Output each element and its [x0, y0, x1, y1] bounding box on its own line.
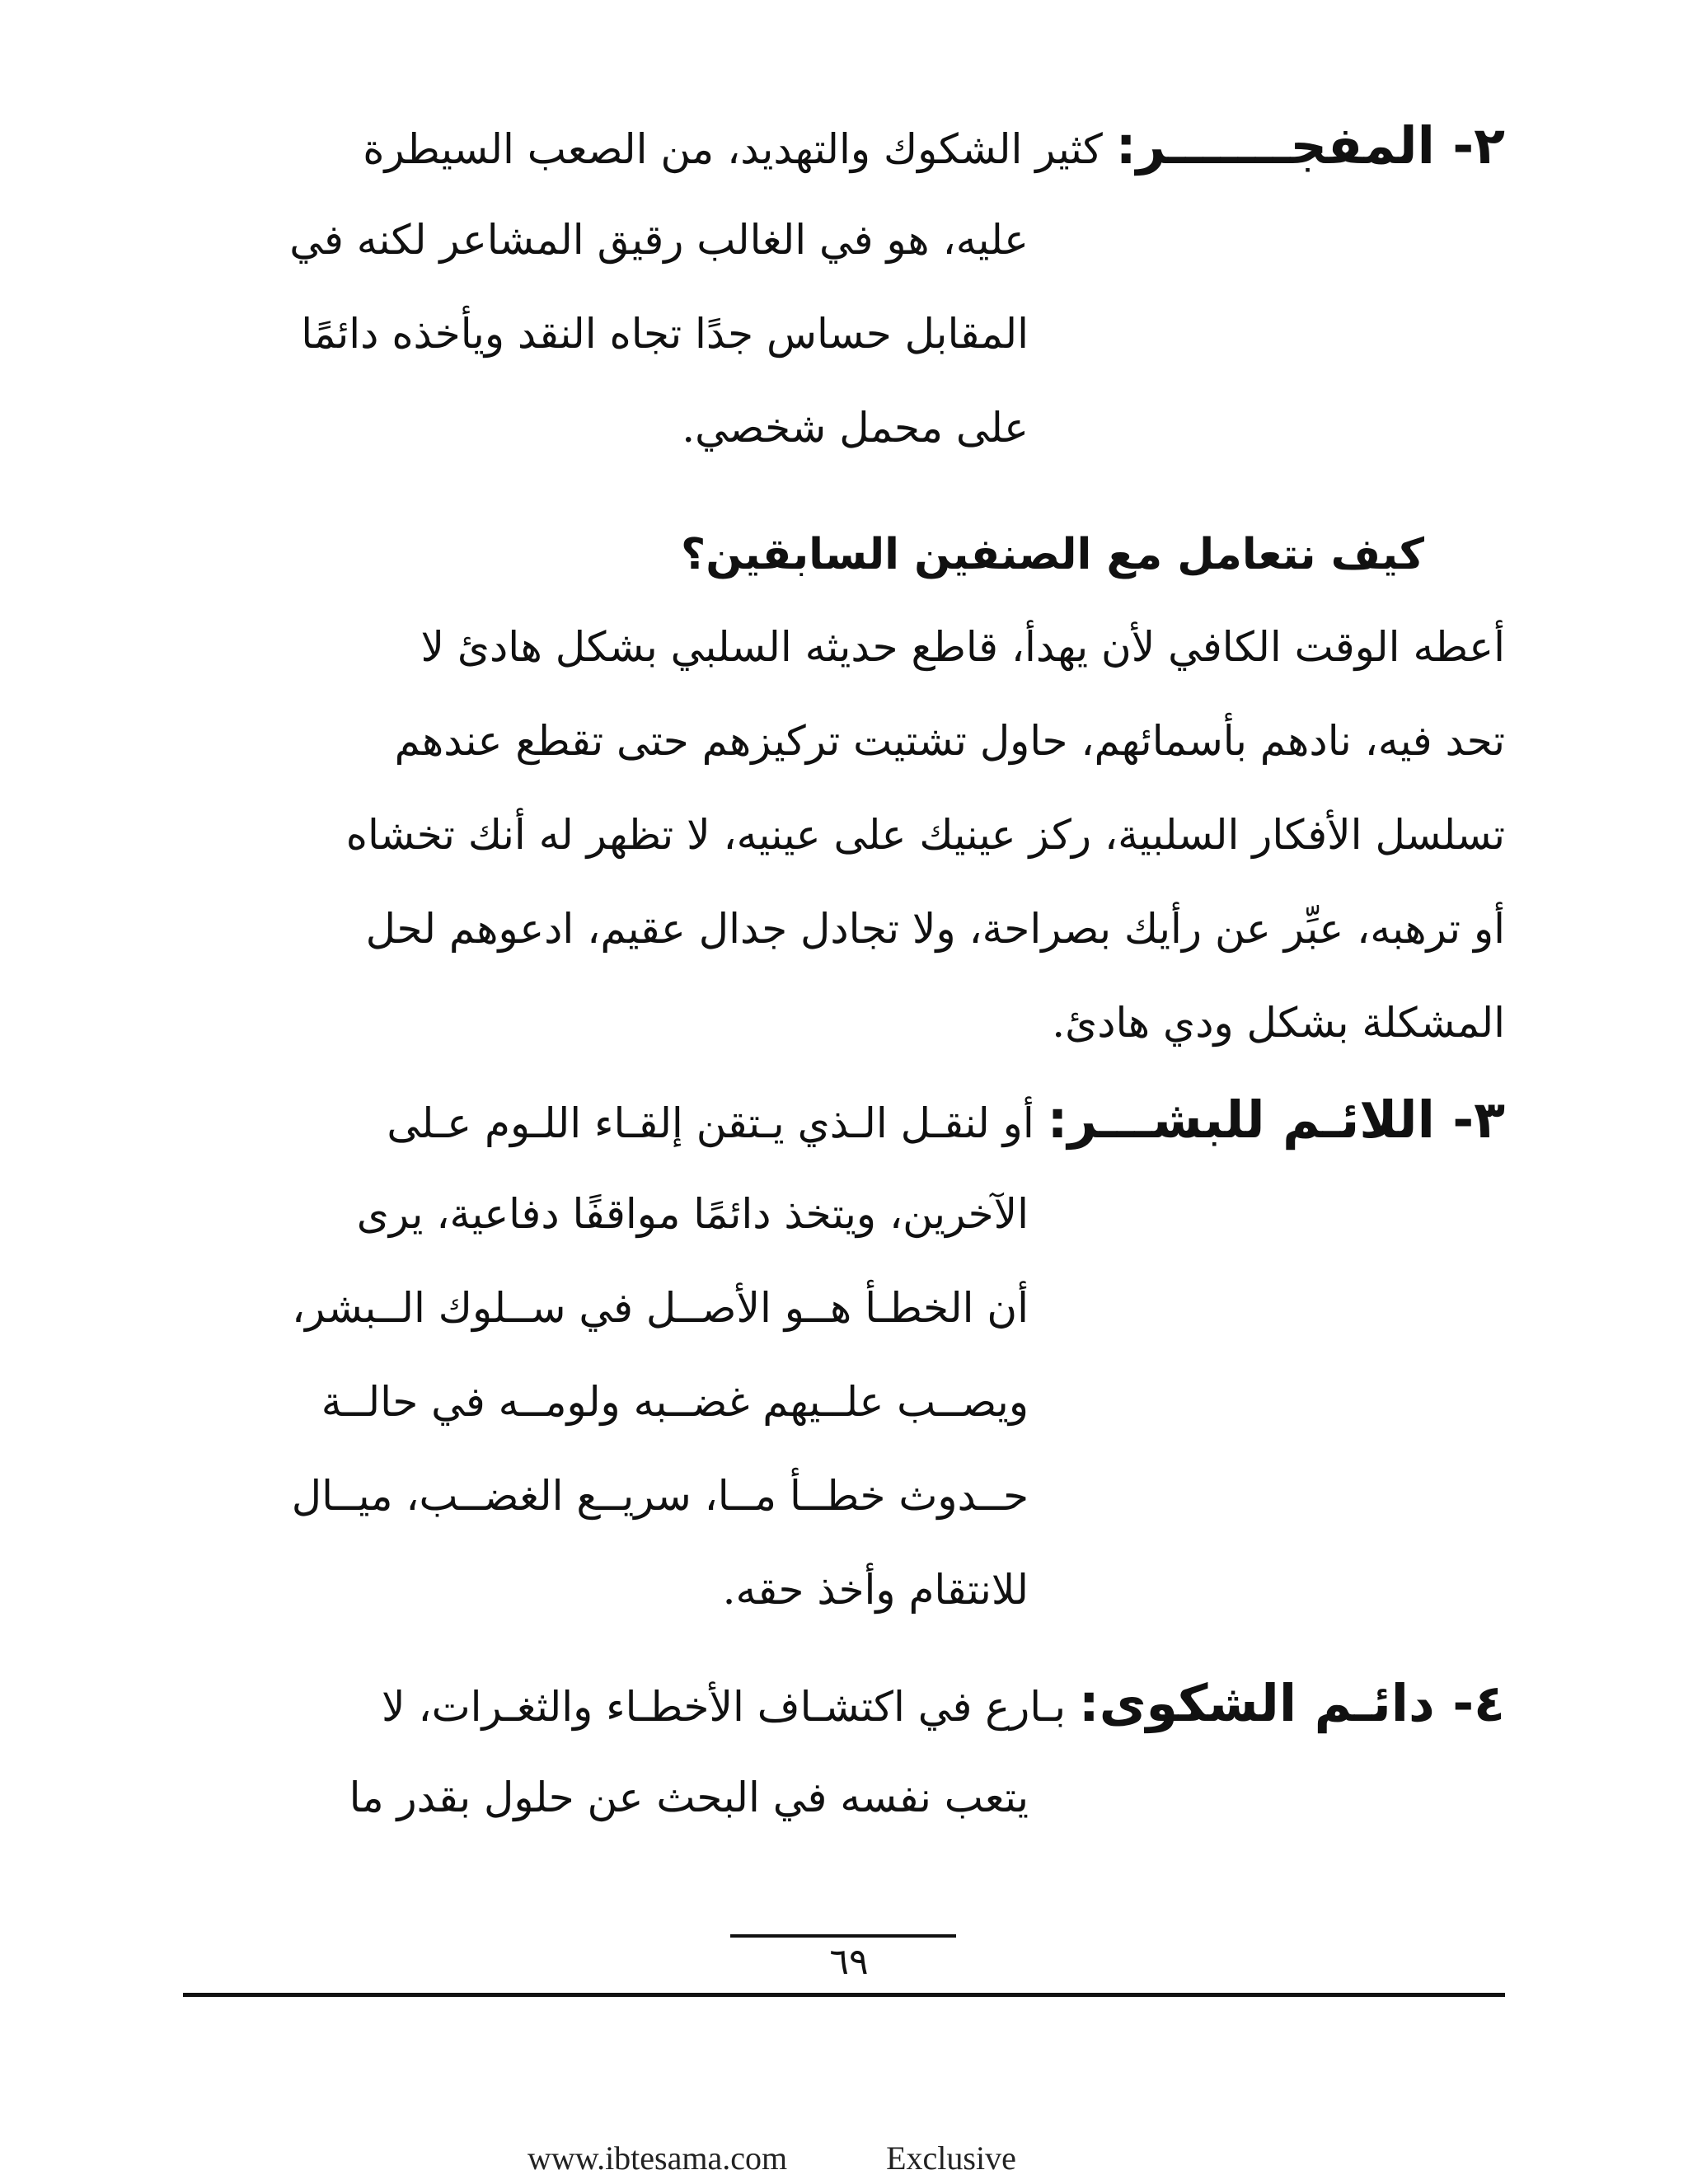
footer-label: Exclusive: [886, 2139, 1016, 2177]
section-3-line-1: [387, 1073, 1505, 1170]
section-3-heading: ٣- اللائـم للبشـــر:: [1047, 1090, 1505, 1150]
footer-website: www.ibtesama.com: [528, 2139, 788, 2177]
section-2-text-3: المقابل حساس جدًا تجاه النقد ويأخذه دائمًا: [301, 310, 1029, 358]
footer-rule: [183, 1993, 1505, 1997]
section-2-text-2: عليه، هو في الغالب رقيق المشاعر لكنه في: [289, 216, 1029, 264]
page-number: ٦٩: [829, 1941, 869, 1983]
section-2: [363, 99, 1505, 196]
section-4-line-1: [382, 1657, 1505, 1754]
paragraph-line-1: أعطه الوقت الكافي لأن يهدأ، قاطع حديثه السلبي بشكل هادئ لا: [420, 623, 1505, 671]
question-heading: كيف نتعامل مع الصنفين السابقين؟: [681, 530, 1424, 579]
page-number-rule: [730, 1934, 956, 1938]
section-3-text-6: للانتقام وأخذ حقه.: [722, 1566, 1029, 1614]
section-4: [382, 1657, 1505, 1754]
section-3-text-4: ويصــب علــيهم غضــبه ولومــه في حالــة: [321, 1378, 1029, 1426]
question-heading-block: [681, 508, 1424, 602]
section-3-text-3: أن الخطـأ هــو الأصــل في ســلوك الــبشر،: [292, 1284, 1029, 1332]
section-3: [387, 1073, 1505, 1170]
paragraph-line-3: تسلسل الأفكار السلبية، ركز عينيك على عينيه، لا تظهر له أنك تخشاه: [345, 811, 1505, 859]
section-2-line-1: [363, 99, 1505, 196]
paragraph-line-5: المشكلة بشكل ودي هادئ.: [1052, 999, 1505, 1047]
footer: [528, 2139, 1016, 2177]
section-4-text-2: يتعب نفسه في البحث عن حلول بقدر ما: [349, 1774, 1029, 1821]
section-2-heading: ٢- المفجـــــــر:: [1115, 115, 1505, 176]
paragraph-line-2: تحد فيه، نادهم بأسمائهم، حاول تشتيت تركيزهم حتى تقطع عندهم: [394, 717, 1505, 765]
section-2-text-1: كثير الشكوك والتهديد، من الصعب السيطرة: [363, 125, 1103, 173]
advice-paragraph: [346, 600, 1505, 1070]
section-4-text-1: بـارع في اكتشـاف الأخطـاء والثغـرات، لا: [382, 1683, 1067, 1731]
section-2-text-4: على محمل شخصي.: [682, 404, 1029, 452]
section-3-cont: [292, 1167, 1029, 1637]
section-4-heading: ٤- دائـم الشكوى:: [1078, 1673, 1505, 1733]
section-2-cont: [289, 193, 1029, 475]
section-3-text-2: الآخرين، ويتخذ دائمًا مواقفًا دفاعية، يرى: [356, 1190, 1029, 1238]
paragraph-line-4: أو ترهبه، عبِّر عن رأيك بصراحة، ولا تجادل جدال عقيم، ادعوهم لحل: [365, 905, 1505, 953]
section-3-text-1: أو لنقـل الـذي يـتقن إلقـاء اللـوم عـلى: [387, 1099, 1034, 1147]
section-3-text-5: حــدوث خطــأ مــا، سريــع الغضــب، ميــال: [291, 1472, 1029, 1520]
section-4-cont: [349, 1750, 1029, 1844]
